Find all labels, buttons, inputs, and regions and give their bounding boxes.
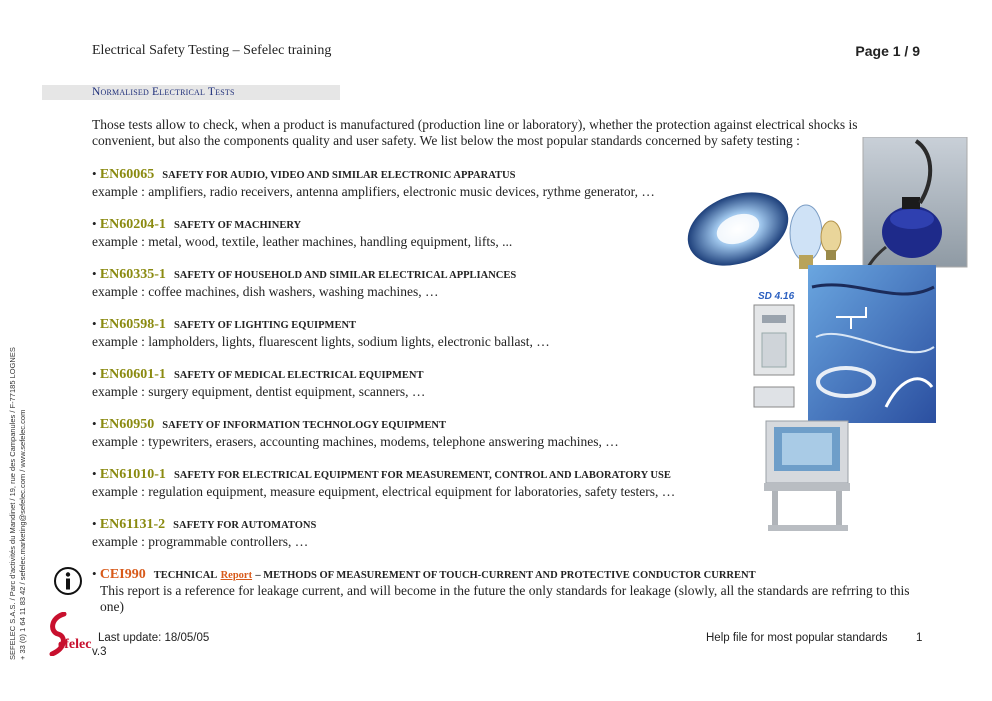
- standard-item: • EN60065 SAFETY FOR AUDIO, VIDEO AND SIMILAR ELECTRONIC APPARATUS example : amplifiers, radio receivers, antenna amplifiers, electronic music devices, rythme generator, …: [92, 166, 732, 200]
- vacuum-cleaner-photo: [863, 137, 967, 267]
- report-description: This report is a reference for leakage current, and will become in the future the only standards for leakage (slowly, all the standards are refrring to this one): [100, 583, 910, 614]
- standard-title: SAFETY OF HOUSEHOLD AND SIMILAR ELECTRICAL APPLIANCES: [173, 270, 517, 281]
- standard-title: SAFETY FOR AUTOMATONS: [173, 520, 317, 531]
- report-title-pre: TECHNICAL: [153, 570, 218, 581]
- company-phone: + 33 (0) 1 64 11 83 42 /: [18, 580, 27, 660]
- product-collage-image: [686, 137, 970, 542]
- company-email-link[interactable]: sefelec.marketing@sefelec.com: [18, 473, 27, 581]
- company-website: / www.sefelec.com: [18, 409, 27, 474]
- standard-code: EN60601-1: [99, 367, 166, 382]
- footer-last-update: Last update: 18/05/05: [98, 632, 210, 644]
- standard-title: SAFETY OF MACHINERY: [173, 220, 302, 231]
- company-address-sidebar: [8, 347, 28, 660]
- intro-paragraph: Those tests allow to check, when a product is manufactured (production line or laboratory), whether the protection against electrical shocks is convenient, but also the components quality and user safety. We list below the most popular standards concerned by safety testing :: [92, 117, 858, 148]
- standard-title: SAFETY OF LIGHTING EQUIPMENT: [173, 320, 357, 331]
- standard-code: EN60335-1: [99, 267, 166, 282]
- standard-title: SAFETY FOR ELECTRICAL EQUIPMENT FOR MEASUREMENT, CONTROL AND LABORATORY USE: [173, 470, 671, 481]
- standard-example: example : regulation equipment, measure equipment, electrical equipment for laboratories, safety testers, …: [92, 484, 676, 499]
- standard-example: example : typewriters, erasers, accounting machines, modems, telephone answering machines, …: [92, 434, 619, 449]
- standard-item: • EN60601-1 SAFETY OF MEDICAL ELECTRICAL EQUIPMENT example : surgery equipment, dentist equipment, scanners, …: [92, 366, 732, 400]
- standard-example: example : programmable controllers, …: [92, 534, 309, 549]
- standard-code: EN60065: [99, 167, 155, 182]
- television-photo: [764, 421, 850, 531]
- standard-code: EN60950: [99, 417, 155, 432]
- standard-title: SAFETY OF MEDICAL ELECTRICAL EQUIPMENT: [173, 370, 424, 381]
- footer-help-text: Help file for most popular standards: [706, 632, 888, 644]
- document-header-title: Electrical Safety Testing – Sefelec training: [92, 43, 332, 58]
- footer-version: v.3: [92, 646, 107, 658]
- standard-item: • EN61010-1 SAFETY FOR ELECTRICAL EQUIPMENT FOR MEASUREMENT, CONTROL AND LABORATORY USE example : regulation equipment, measure equipment, electrical equipment for laboratories, safety testers, …: [92, 466, 732, 500]
- standard-item: • EN60335-1 SAFETY OF HOUSEHOLD AND SIMILAR ELECTRICAL APPLIANCES example : coffee machines, dish washers, washing machines, …: [92, 266, 732, 300]
- standard-item: • EN60204-1 SAFETY OF MACHINERY example : metal, wood, textile, leather machines, handling equipment, lifts, ...: [92, 216, 732, 250]
- report-title-post: – METHODS OF MEASUREMENT OF TOUCH-CURRENT AND PROTECTIVE CONDUCTOR CURRENT: [255, 570, 756, 581]
- logo-text: efelec: [58, 637, 92, 652]
- standard-code: EN61131-2: [99, 517, 166, 532]
- heater-device-photo: [754, 305, 794, 375]
- standard-example: example : surgery equipment, dentist equipment, scanners, …: [92, 384, 426, 399]
- standard-example: example : amplifiers, radio receivers, antenna amplifiers, electronic music devices, rythme generator, …: [92, 184, 655, 199]
- sefelec-logo: [44, 612, 92, 661]
- section-title: Normalised Electrical Tests: [92, 86, 235, 98]
- collage-label: SD 4.16: [758, 291, 795, 302]
- company-address: SEFELEC S.A.S. / Parc d'activités du Mandinet / 19, rue des Campanules / F-77185 LOGNES: [8, 347, 17, 660]
- page-indicator: Page 1 / 9: [855, 43, 920, 59]
- standard-example: example : metal, wood, textile, leather machines, handling equipment, lifts, ...: [92, 234, 513, 249]
- standard-title: SAFETY OF INFORMATION TECHNOLOGY EQUIPMENT: [162, 420, 446, 431]
- standard-item: • EN61131-2 SAFETY FOR AUTOMATONS example : programmable controllers, …: [92, 516, 732, 550]
- standard-example: example : lampholders, lights, fluarescent lights, sodium lights, electronic ballast, …: [92, 334, 550, 349]
- standard-item: • EN60598-1 SAFETY OF LIGHTING EQUIPMENT example : lampholders, lights, fluarescent lights, sodium lights, electronic ballast, …: [92, 316, 732, 350]
- report-code: CEI990: [99, 567, 146, 582]
- info-icon: [52, 565, 84, 602]
- report-item: • CEI990 TECHNICAL Report – METHODS OF MEASUREMENT OF TOUCH-CURRENT AND PROTECTIVE CONDUCTOR CURRENT: [92, 566, 756, 582]
- standard-code: EN61010-1: [99, 467, 166, 482]
- standard-code: EN60204-1: [99, 217, 166, 232]
- footer-page-number: 1: [916, 632, 923, 644]
- standard-code: EN60598-1: [99, 317, 166, 332]
- standard-example: example : coffee machines, dish washers, washing machines, …: [92, 284, 439, 299]
- medical-cables-photo: [808, 265, 936, 423]
- lamps-photo: [686, 179, 841, 278]
- standard-item: • EN60950 SAFETY OF INFORMATION TECHNOLOGY EQUIPMENT example : typewriters, erasers, accounting machines, modems, telephone answering machines, …: [92, 416, 732, 450]
- standard-title: SAFETY FOR AUDIO, VIDEO AND SIMILAR ELECTRONIC APPARATUS: [162, 170, 516, 181]
- report-link[interactable]: Report: [220, 570, 253, 581]
